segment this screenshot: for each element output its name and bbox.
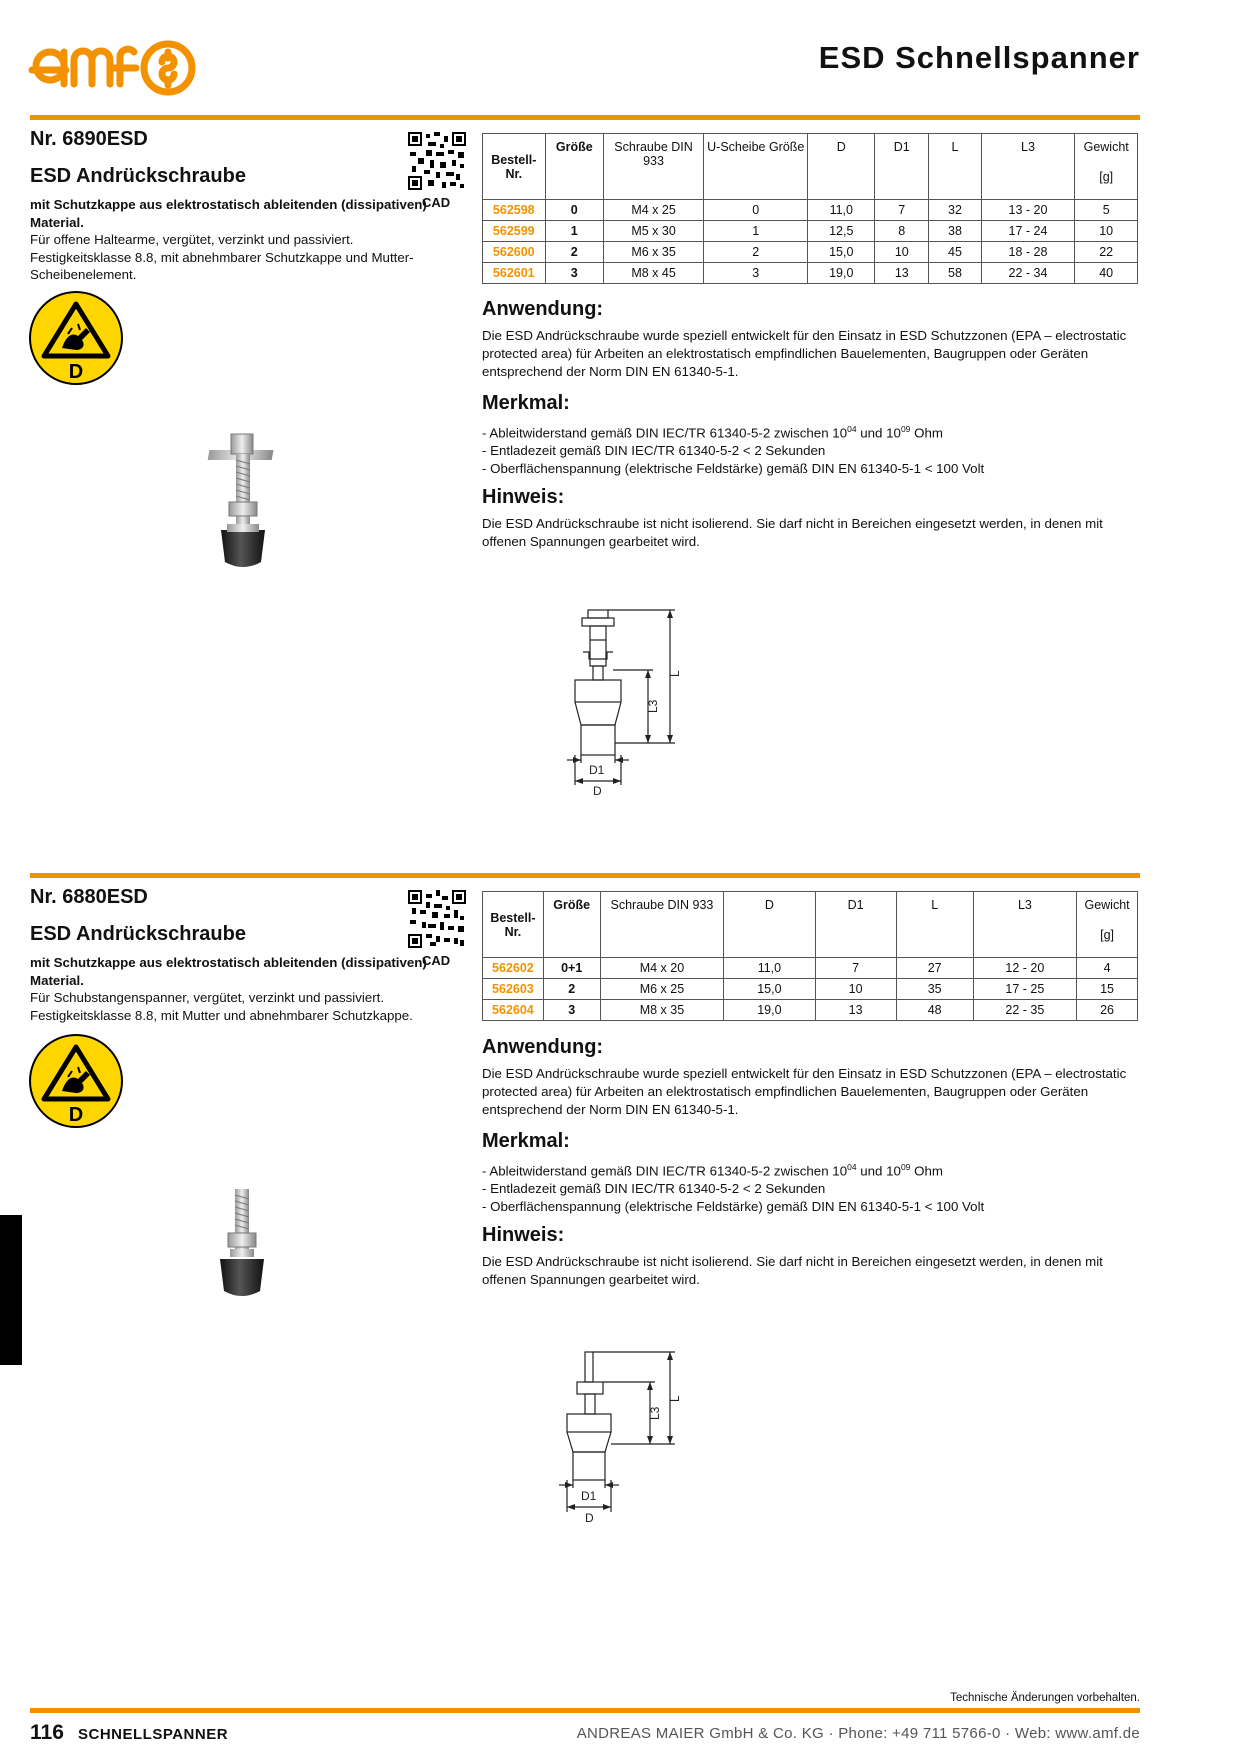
l3-cell: 17 - 24 xyxy=(981,221,1075,242)
product-subtitle: ESD Andrückschraube xyxy=(30,923,246,945)
anwendung-text: Die ESD Andrückschraube wurde speziell entwickelt für den Einsatz in ESD Schutzzonen (EPA – electrostatic protected area) für Arbeiten an elektrostatisch empfindlichen Bauelementen, Baugruppen oder Geräten entsprechend der Norm DIN EN 61340-5-1. xyxy=(482,328,1127,379)
footer-rule xyxy=(30,1708,1140,1713)
esd-warning-icon xyxy=(28,1033,124,1129)
table-row xyxy=(483,221,1138,242)
esd-warning-icon xyxy=(28,290,124,386)
dim-label-d1: D1 xyxy=(589,763,605,777)
hinweis-text: Die ESD Andrückschraube ist nicht isolierend. Sie darf nicht in Bereichen eingesetzt werden, in denen mit offenen Spannungen gearbeitet wird. xyxy=(482,516,1103,549)
col-d: D xyxy=(724,892,815,958)
table-row xyxy=(483,263,1138,284)
d-cell: 19,0 xyxy=(808,263,875,284)
hinweis-text: Die ESD Andrückschraube ist nicht isolierend. Sie darf nicht in Bereichen eingesetzt werden, in denen mit offenen Spannungen gearbeitet wird. xyxy=(482,1254,1103,1287)
l-cell: 38 xyxy=(929,221,981,242)
col-schraube: Schraube DIN 933 xyxy=(600,892,724,958)
merkmal-heading: Merkmal: xyxy=(482,392,570,414)
size-cell: 3 xyxy=(545,263,603,284)
merkmal-item: - Ableitwiderstand gemäß DIN IEC/TR 61340-5-2 zwischen $10^{04}$ und $10^{09}$ Ohm xyxy=(482,1162,943,1179)
l3-cell: 22 - 35 xyxy=(973,1000,1076,1021)
esd-class-letter: D xyxy=(68,1104,84,1126)
product-number: Nr. 6890ESD xyxy=(30,128,148,150)
section-rule xyxy=(30,873,1140,878)
anwendung-heading: Anwendung: xyxy=(482,298,604,320)
l-cell: 32 xyxy=(929,200,981,221)
gewicht-unit: [g] xyxy=(1099,170,1114,184)
col-l3: L3 xyxy=(981,134,1075,200)
page-number: 116 xyxy=(30,1721,64,1744)
d1-cell: 7 xyxy=(875,200,929,221)
description-bold: mit Schutzkappe aus elektrostatisch ableitenden (dissipativen) Material. xyxy=(30,197,427,230)
col-d1: D1 xyxy=(815,892,896,958)
size-cell: 0+1 xyxy=(543,958,600,979)
footer-company: ANDREAS MAIER GmbH & Co. KG · Phone: +49 711 5766-0 · Web: www.amf.de xyxy=(576,1725,1140,1742)
col-bestell-nr: Bestell-Nr. xyxy=(483,134,546,200)
size-cell: 2 xyxy=(543,979,600,1000)
product-subtitle: ESD Andrückschraube xyxy=(30,165,246,187)
washer-cell: 0 xyxy=(704,200,808,221)
esd-class-letter: D xyxy=(68,361,84,383)
d1-cell: 10 xyxy=(815,979,896,1000)
weight-cell: 5 xyxy=(1075,200,1138,221)
merkmal-item: - Oberflächenspannung (elektrische Feldstärke) gemäß DIN EN 61340-5-1 < 100 Volt xyxy=(482,461,985,477)
spec-table-6880esd xyxy=(482,891,1138,1021)
d-cell: 15,0 xyxy=(724,979,815,1000)
l3-cell: 13 - 20 xyxy=(981,200,1075,221)
table-row xyxy=(483,979,1138,1000)
l-cell: 58 xyxy=(929,263,981,284)
screw-cell: M4 x 20 xyxy=(600,958,724,979)
product-number: Nr. 6880ESD xyxy=(30,886,148,908)
screw-cell: M6 x 25 xyxy=(600,979,724,1000)
hinweis-heading: Hinweis: xyxy=(482,486,565,508)
description-text: Für Schubstangenspanner, vergütet, verzinkt und passiviert. Festigkeitsklasse 8.8, mit Mutter und abnehmbarer Schutzkappe. xyxy=(30,990,413,1023)
page-title: ESD Schnellspanner xyxy=(818,40,1140,75)
col-d: D xyxy=(808,134,875,200)
col-groesse: Größe xyxy=(545,134,603,200)
cad-label[interactable]: CAD xyxy=(422,953,451,968)
order-number[interactable]: 562599 xyxy=(483,221,546,242)
product-photo-6890esd xyxy=(205,430,285,580)
d1-cell: 13 xyxy=(875,263,929,284)
weight-cell: 15 xyxy=(1077,979,1138,1000)
gewicht-label: Gewicht xyxy=(1083,140,1129,154)
col-l: L xyxy=(896,892,973,958)
l3-cell: 18 - 28 xyxy=(981,242,1075,263)
product-photo-6880esd xyxy=(210,1185,275,1315)
washer-cell: 2 xyxy=(704,242,808,263)
l3-cell: 22 - 34 xyxy=(981,263,1075,284)
table-row xyxy=(483,1000,1138,1021)
order-number[interactable]: 562598 xyxy=(483,200,546,221)
qr-code-icon[interactable] xyxy=(408,890,466,948)
washer-cell: 3 xyxy=(704,263,808,284)
merkmal-list xyxy=(482,1158,1142,1216)
description-text: Für offene Haltearme, vergütet, verzinkt und passiviert. Festigkeitsklasse 8.8, mit abnehmbarer Schutzkappe und Mutter-Scheibenelement. xyxy=(30,232,414,282)
weight-cell: 10 xyxy=(1075,221,1138,242)
table-row xyxy=(483,200,1138,221)
dim-label-d: D xyxy=(585,1511,594,1525)
screw-cell: M6 x 35 xyxy=(603,242,703,263)
footer-note: Technische Änderungen vorbehalten. xyxy=(950,1692,1140,1704)
table-row xyxy=(483,242,1138,263)
size-cell: 1 xyxy=(545,221,603,242)
order-number[interactable]: 562604 xyxy=(483,1000,544,1021)
product-description xyxy=(30,954,450,1024)
weight-cell: 40 xyxy=(1075,263,1138,284)
technical-drawing-6880esd xyxy=(555,1340,695,1530)
screw-cell: M8 x 35 xyxy=(600,1000,724,1021)
chapter-tab xyxy=(0,1215,22,1365)
l-cell: 35 xyxy=(896,979,973,1000)
size-cell: 2 xyxy=(545,242,603,263)
l3-cell: 17 - 25 xyxy=(973,979,1076,1000)
qr-code-icon[interactable] xyxy=(408,132,466,190)
anwendung-heading: Anwendung: xyxy=(482,1036,604,1058)
size-cell: 0 xyxy=(545,200,603,221)
hinweis-heading: Hinweis: xyxy=(482,1224,565,1246)
technical-drawing-6890esd xyxy=(555,595,695,810)
merkmal-item: - Ableitwiderstand gemäß DIN IEC/TR 61340-5-2 zwischen $10^{04}$ und $10^{09}$ Ohm xyxy=(482,424,943,441)
d-cell: 15,0 xyxy=(808,242,875,263)
order-number[interactable]: 562602 xyxy=(483,958,544,979)
weight-cell: 22 xyxy=(1075,242,1138,263)
d-cell: 11,0 xyxy=(808,200,875,221)
order-number[interactable]: 562603 xyxy=(483,979,544,1000)
dim-label-l: L xyxy=(668,1395,682,1402)
footer-section-name: SCHNELLSPANNER xyxy=(78,1726,229,1743)
l-cell: 45 xyxy=(929,242,981,263)
spec-table-6890esd xyxy=(482,133,1138,284)
d1-cell: 10 xyxy=(875,242,929,263)
gewicht-label: Gewicht xyxy=(1084,898,1130,912)
merkmal-item: - Entladezeit gemäß DIN IEC/TR 61340-5-2 < 2 Sekunden xyxy=(482,1181,826,1197)
dim-label-l3: L3 xyxy=(648,1406,662,1420)
screw-cell: M4 x 25 xyxy=(603,200,703,221)
screw-cell: M5 x 30 xyxy=(603,221,703,242)
d-cell: 12,5 xyxy=(808,221,875,242)
weight-cell: 26 xyxy=(1077,1000,1138,1021)
d-cell: 11,0 xyxy=(724,958,815,979)
col-schraube: Schraube DIN 933 xyxy=(603,134,703,200)
product-description xyxy=(30,196,450,284)
merkmal-heading: Merkmal: xyxy=(482,1130,570,1152)
col-gewicht xyxy=(1077,892,1138,958)
merkmal-item: - Oberflächenspannung (elektrische Feldstärke) gemäß DIN EN 61340-5-1 < 100 Volt xyxy=(482,1199,985,1215)
l-cell: 27 xyxy=(896,958,973,979)
col-gewicht xyxy=(1075,134,1138,200)
dim-label-d1: D1 xyxy=(581,1489,597,1503)
dim-label-l3: L3 xyxy=(646,699,660,713)
merkmal-item: - Entladezeit gemäß DIN IEC/TR 61340-5-2 < 2 Sekunden xyxy=(482,443,826,459)
gewicht-unit: [g] xyxy=(1100,928,1114,942)
description-bold: mit Schutzkappe aus elektrostatisch ableitenden (dissipativen) Material. xyxy=(30,955,427,988)
header-rule xyxy=(30,115,1140,120)
weight-cell: 4 xyxy=(1077,958,1138,979)
col-groesse: Größe xyxy=(543,892,600,958)
order-number[interactable]: 562600 xyxy=(483,242,546,263)
cad-label[interactable]: CAD xyxy=(422,195,451,210)
d1-cell: 13 xyxy=(815,1000,896,1021)
d-cell: 19,0 xyxy=(724,1000,815,1021)
anwendung-text: Die ESD Andrückschraube wurde speziell entwickelt für den Einsatz in ESD Schutzzonen (EPA – electrostatic protected area) für Arbeiten an elektrostatisch empfindlichen Bauelementen, Baugruppen oder Geräten entsprechend der Norm DIN EN 61340-5-1. xyxy=(482,1066,1127,1117)
dim-label-d: D xyxy=(593,784,602,798)
l-cell: 48 xyxy=(896,1000,973,1021)
col-bestell-nr: Bestell-Nr. xyxy=(483,892,544,958)
col-u-scheibe: U-Scheibe Größe xyxy=(704,134,808,200)
washer-cell: 1 xyxy=(704,221,808,242)
merkmal-list xyxy=(482,420,1142,478)
l3-cell: 12 - 20 xyxy=(973,958,1076,979)
order-number[interactable]: 562601 xyxy=(483,263,546,284)
size-cell: 3 xyxy=(543,1000,600,1021)
dim-label-l: L xyxy=(668,670,682,677)
d1-cell: 7 xyxy=(815,958,896,979)
col-l3: L3 xyxy=(973,892,1076,958)
amf-logo xyxy=(28,38,228,98)
d1-cell: 8 xyxy=(875,221,929,242)
table-row xyxy=(483,958,1138,979)
col-l: L xyxy=(929,134,981,200)
col-d1: D1 xyxy=(875,134,929,200)
screw-cell: M8 x 45 xyxy=(603,263,703,284)
